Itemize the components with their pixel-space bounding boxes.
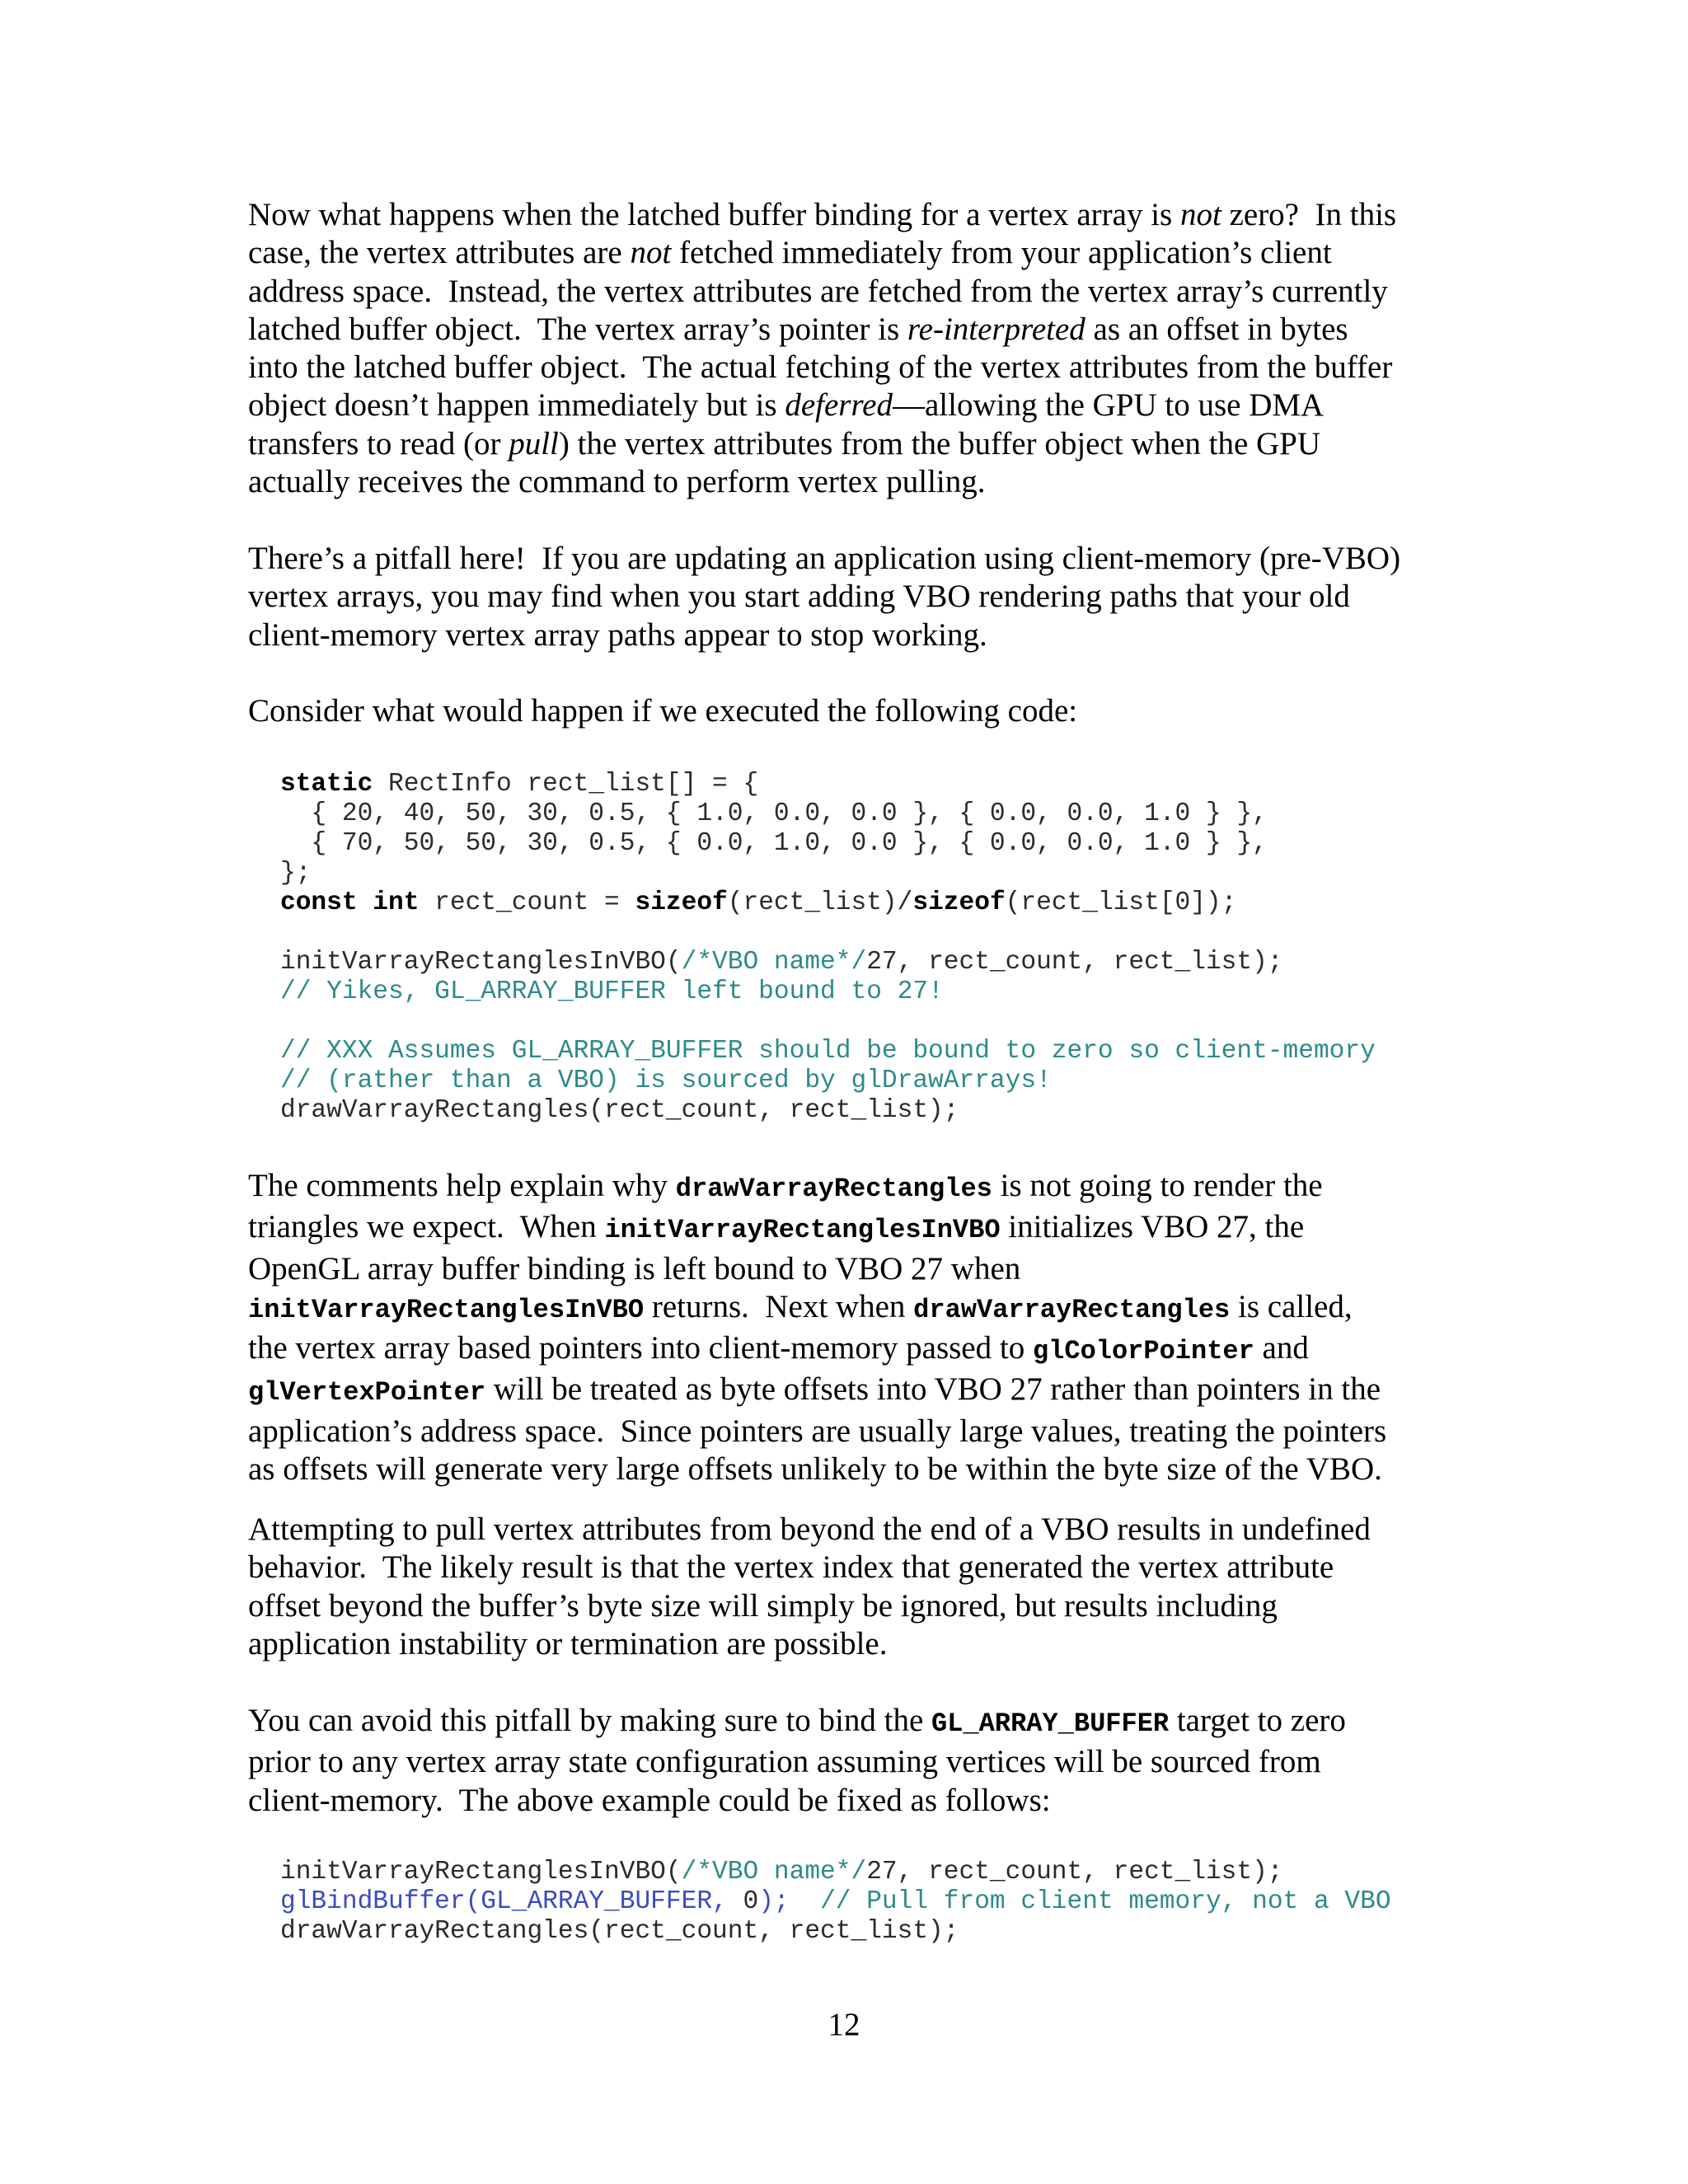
- code-line: initVarrayRectanglesInVBO(/*VBO name*/27, rect_count, rect_list);: [280, 948, 1283, 977]
- inline-code: initVarrayRectanglesInVBO: [604, 1215, 1001, 1246]
- text-line: initVarrayRectanglesInVBO returns. Next when drawVarrayRectangles is called,: [248, 1288, 1353, 1325]
- text-line: address space. Instead, the vertex attributes are fetched from the vertex array’s currently: [248, 273, 1388, 309]
- text-line: You can avoid this pitfall by making sure to bind the GL_ARRAY_BUFFER target to zero: [248, 1703, 1346, 1739]
- text-line: prior to any vertex array state configuration assuming vertices will be sourced from: [248, 1744, 1321, 1780]
- text-line: The comments help explain why drawVarrayRectangles is not going to render the: [248, 1168, 1323, 1204]
- text-line: offset beyond the buffer’s byte size will simply be ignored, but results including: [248, 1587, 1278, 1624]
- inline-code: initVarrayRectanglesInVBO: [248, 1294, 645, 1325]
- text-line: latched buffer object. The vertex array’s pointer is re-interpreted as an offset in bytes: [248, 311, 1348, 347]
- text-line: as offsets will generate very large offsets unlikely to be within the byte size of the VBO.: [248, 1451, 1382, 1488]
- paragraph-pitfall: [248, 540, 1451, 654]
- code-block-example: [280, 770, 1376, 1126]
- text-line: behavior. The likely result is that the vertex index that generated the vertex attribute: [248, 1549, 1334, 1586]
- inline-code: glVertexPointer: [248, 1377, 486, 1408]
- text-line: into the latched buffer object. The actual fetching of the vertex attributes from the buffer: [248, 349, 1393, 386]
- code-line: const int rect_count = sizeof(rect_list)/sizeof(rect_list[0]);: [280, 888, 1237, 917]
- inline-code: glColorPointer: [1032, 1336, 1254, 1367]
- code-line: initVarrayRectanglesInVBO(/*VBO name*/27, rect_count, rect_list);: [280, 1858, 1283, 1886]
- code-line: { 70, 50, 50, 30, 0.5, { 0.0, 1.0, 0.0 }, { 0.0, 0.0, 1.0 } },: [280, 829, 1268, 858]
- code-comment-line: // (rather than a VBO) is sourced by glDrawArrays!: [280, 1066, 1052, 1095]
- text-line: OpenGL array buffer binding is left bound to VBO 27 when: [248, 1250, 1021, 1286]
- text-line: glVertexPointer will be treated as byte offsets into VBO 27 rather than pointers in the: [248, 1371, 1381, 1408]
- code-line: drawVarrayRectangles(rect_count, rect_list);: [280, 1096, 959, 1125]
- code-blank-line: [280, 918, 1376, 948]
- text-line: client-memory. The above example could be fixed as follows:: [248, 1782, 1051, 1818]
- code-comment-line: // XXX Assumes GL_ARRAY_BUFFER should be bound to zero so client-memory: [280, 1037, 1376, 1066]
- code-line: { 20, 40, 50, 30, 0.5, { 1.0, 0.0, 0.0 }, { 0.0, 0.0, 1.0 } },: [280, 799, 1268, 828]
- paragraph-consider: [248, 692, 1451, 730]
- text-line: Consider what would happen if we executed the following code:: [248, 693, 1078, 729]
- text-line: client-memory vertex array paths appear to stop working.: [248, 616, 987, 653]
- text-line: Attempting to pull vertex attributes from beyond the end of a VBO results in undefined: [248, 1511, 1371, 1547]
- code-blank-line: [280, 1007, 1376, 1037]
- paragraph-deferred-fetching: [248, 196, 1451, 501]
- inline-code: drawVarrayRectangles: [913, 1294, 1231, 1325]
- text-line: application instability or termination are possible.: [248, 1625, 888, 1661]
- text-line: case, the vertex attributes are not fetched immediately from your application’s client: [248, 235, 1332, 271]
- text-line: There’s a pitfall here! If you are updating an application using client-memory (pre-VBO): [248, 541, 1401, 576]
- code-line: glBindBuffer(GL_ARRAY_BUFFER, 0); // Pull from client memory, not a VBO: [280, 1887, 1391, 1916]
- paragraph-fix: [248, 1702, 1451, 1820]
- code-line: static RectInfo rect_list[] = {: [280, 770, 759, 799]
- text-line: object doesn’t happen immediately but is deferred—allowing the GPU to use DMA: [248, 387, 1325, 424]
- text-line: Now what happens when the latched buffer binding for a vertex array is not zero? In this: [248, 197, 1397, 232]
- code-line: };: [280, 859, 312, 888]
- inline-code: drawVarrayRectangles: [675, 1174, 992, 1204]
- paragraph-undefined-behavior: [248, 1511, 1451, 1663]
- inline-code: GL_ARRAY_BUFFER: [931, 1708, 1170, 1739]
- text-line: the vertex array based pointers into client-memory passed to glColorPointer and: [248, 1330, 1309, 1367]
- code-line: drawVarrayRectangles(rect_count, rect_list);: [280, 1917, 959, 1946]
- text-line: triangles we expect. When initVarrayRectanglesInVBO initializes VBO 27, the: [248, 1209, 1305, 1246]
- code-comment-line: // Yikes, GL_ARRAY_BUFFER left bound to 27!: [280, 977, 944, 1006]
- text-line: actually receives the command to perform vertex pulling.: [248, 464, 986, 500]
- code-block-fixed: [280, 1858, 1391, 1947]
- paragraph-explanation: [248, 1167, 1451, 1488]
- text-line: transfers to read (or pull) the vertex attributes from the buffer object when the GPU: [248, 425, 1321, 462]
- page-number: 12: [828, 2007, 860, 2042]
- text-line: vertex arrays, you may find when you start adding VBO rendering paths that your old: [248, 579, 1350, 615]
- text-line: application’s address space. Since pointers are usually large values, treating the pointers: [248, 1413, 1387, 1449]
